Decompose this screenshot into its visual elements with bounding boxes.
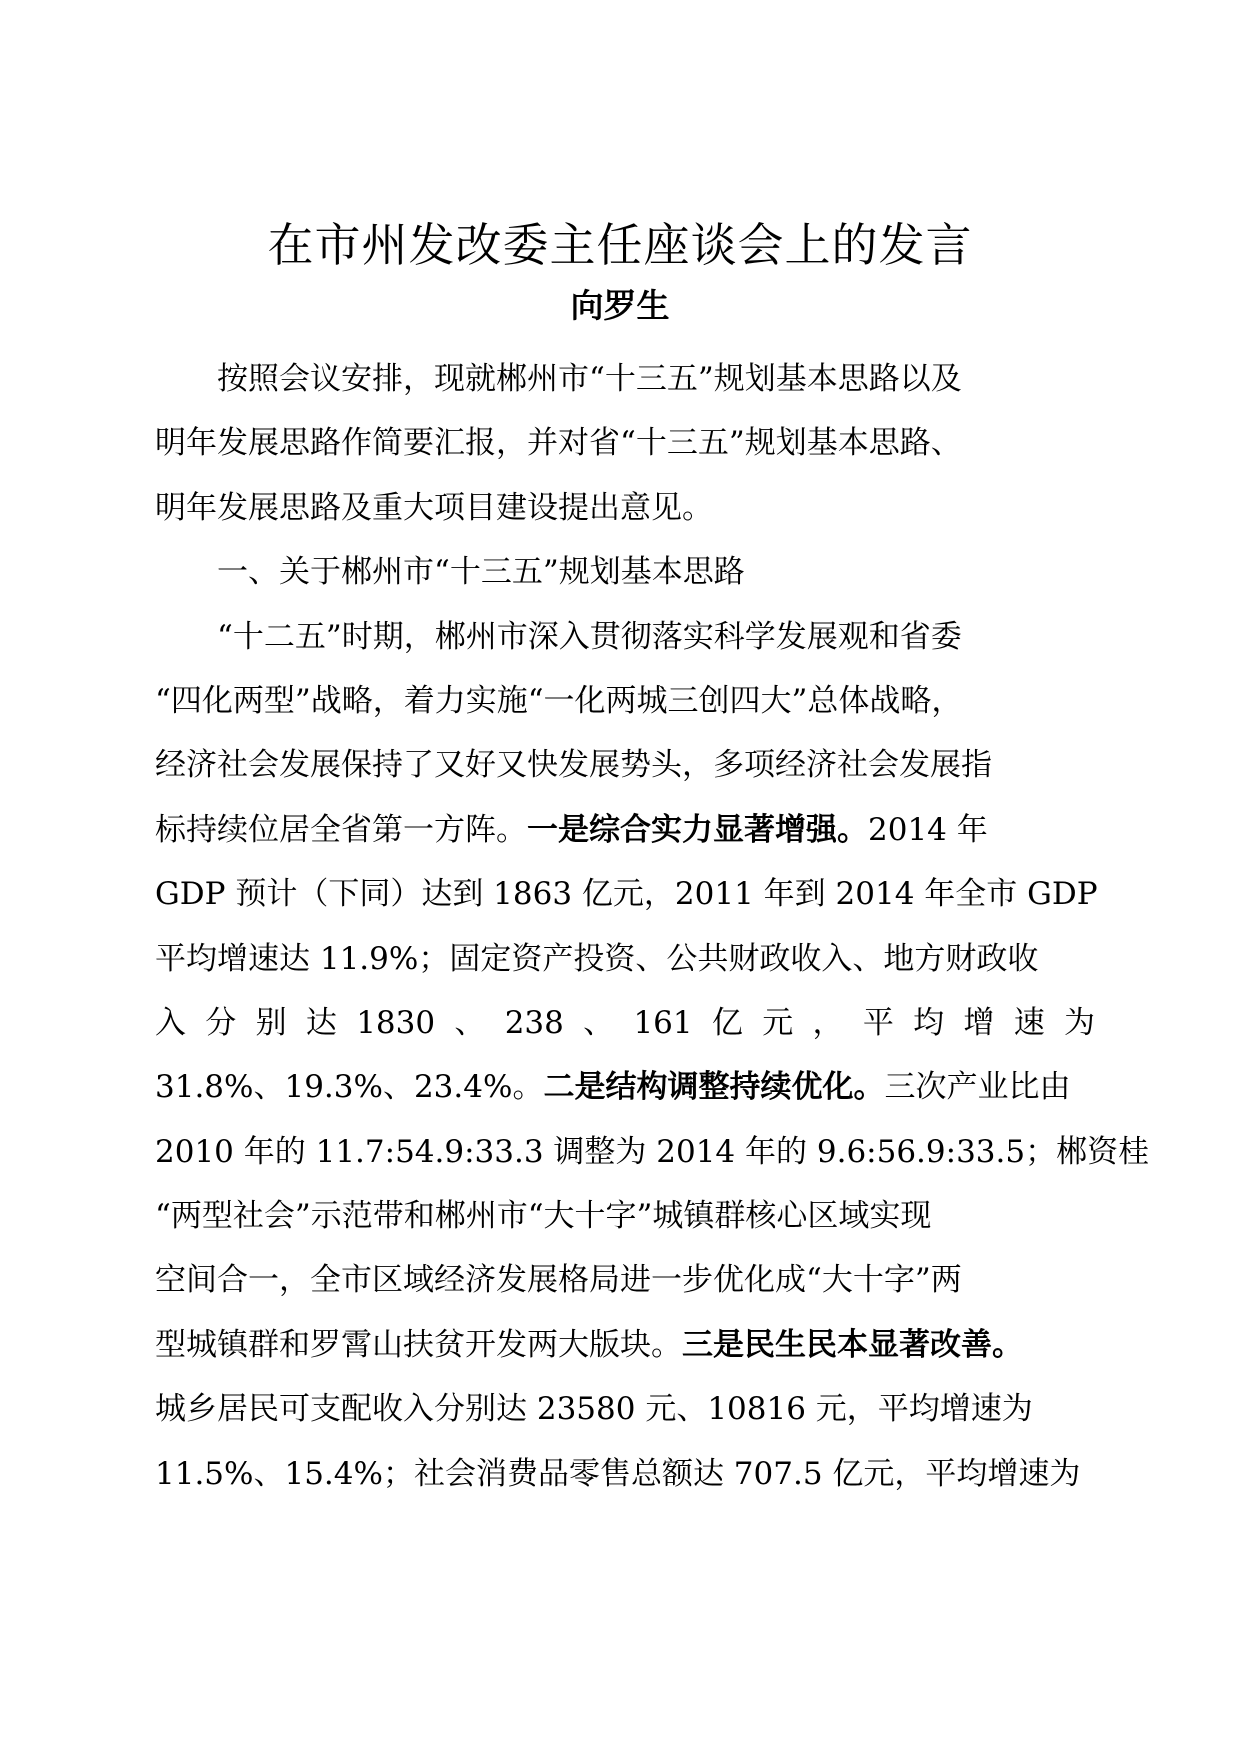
paragraph-line: 2010 年的 11.7:54.9:33.3 调整为 2014 年的 9.6:56.9:33.5；郴资桂 <box>155 1133 1150 1170</box>
paragraph-line <box>155 798 1095 862</box>
paragraph-line: “十二五”时期，郴州市深入贯彻落实科学发展观和省委 <box>155 618 962 655</box>
bold-highlight: 一是综合实力显著增强。 <box>527 811 868 848</box>
justified-token: 达 <box>305 1004 337 1041</box>
justified-token: 亿 <box>711 1004 743 1041</box>
paragraph-line <box>155 1055 1095 1119</box>
bold-highlight: 二是结构调整持续优化。 <box>543 1069 885 1106</box>
paragraph-line: 平均增速达 11.9%；固定资产投资、公共财政收入、地方财政收 <box>155 940 1039 977</box>
author-name: 向罗生 <box>570 286 670 325</box>
paragraph-line: 11.5%、15.4%；社会消费品零售总额达 707.5 亿元，平均增速为 <box>155 1455 1081 1492</box>
justified-token: 平 <box>862 1004 894 1041</box>
justified-token: 速 <box>1013 1004 1045 1041</box>
justified-line <box>155 991 1095 1055</box>
justified-token: 、 <box>583 1004 615 1041</box>
paragraph-line: 按照会议安排，现就郴州市“十三五”规划基本思路以及 <box>155 361 962 397</box>
paragraph-line: 明年发展思路作简要汇报，并对省“十三五”规划基本思路、 <box>155 425 962 462</box>
justified-token: 为 <box>1064 1004 1095 1041</box>
justified-token: 别 <box>255 1004 287 1041</box>
justified-token: ， <box>812 1004 844 1041</box>
text-segment: 三次产业比由 <box>884 1069 1071 1106</box>
paragraph-line: 明年发展思路及重大项目建设提出意见。 <box>155 489 713 526</box>
section-heading: 一、关于郴州市“十三五”规划基本思路 <box>155 554 745 591</box>
justified-token: 均 <box>913 1004 945 1041</box>
justified-token: 238 <box>504 1004 564 1041</box>
justified-token: 161 <box>633 1004 693 1041</box>
justified-token: 元 <box>762 1004 794 1041</box>
paragraph-line: “两型社会”示范带和郴州市“大十字”城镇群核心区域实现 <box>155 1198 932 1235</box>
document-title: 在市州发改委主任座谈会上的发言 <box>267 218 973 272</box>
paragraph-line <box>155 1313 1095 1377</box>
document-body <box>155 347 1150 1506</box>
paragraph-line: 经济社会发展保持了又好又快发展势头，多项经济社会发展指 <box>155 747 992 784</box>
justified-token: 、 <box>454 1004 486 1041</box>
justified-token: 增 <box>963 1004 995 1041</box>
bold-highlight: 三是民生民本显著改善。 <box>682 1326 1023 1363</box>
paragraph-line: 城乡居民可支配收入分别达 23580 元、10816 元，平均增速为 <box>155 1391 1033 1428</box>
text-segment: 2014 年 <box>868 811 988 848</box>
justified-token: 1830 <box>356 1004 436 1041</box>
justified-token: 入 <box>155 1004 186 1041</box>
text-segment: 标持续位居全省第一方阵。 <box>155 811 527 848</box>
text-segment: 型城镇群和罗霄山扶贫开发两大版块。 <box>155 1326 682 1363</box>
text-segment: 31.8%、19.3%、23.4%。 <box>155 1069 544 1106</box>
paragraph-line: GDP 预计（下同）达到 1863 亿元，2011 年到 2014 年全市 GDP <box>155 876 1098 913</box>
paragraph-line: 空间合一，全市区域经济发展格局进一步优化成“大十字”两 <box>155 1262 962 1299</box>
justified-token: 分 <box>205 1004 237 1041</box>
paragraph-line: “四化两型”战略，着力实施“一化两城三创四大”总体战略， <box>155 682 963 719</box>
